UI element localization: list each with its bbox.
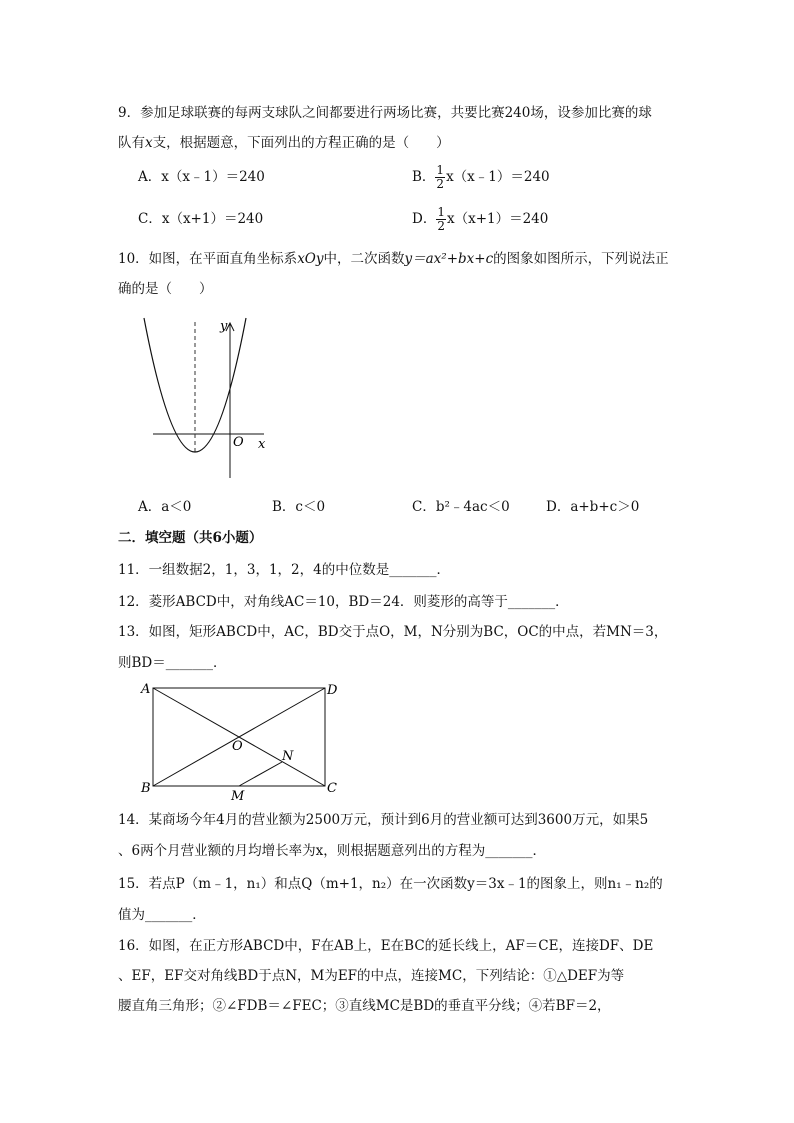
q9-line2 [118, 133, 450, 153]
q9-option-b-fraction [435, 164, 445, 191]
q14-line2: 、6两个月营业额的月均增长率为x，则根据题意列出的方程为_______． [118, 843, 546, 859]
q9-option-d-den: 2 [437, 219, 445, 233]
q16-line2: 、EF，EF交对角线BD于点N，M为EF的中点，连接MC，下列结论：①△DEF为等 [118, 968, 625, 984]
q10-option-a: A．a＜0 [138, 499, 192, 515]
q13-line2: 则BD＝_______． [118, 655, 227, 671]
q13-label-c: C [327, 781, 337, 796]
q12: 12．菱形ABCD中，对角线AC＝10，BD＝24．则菱形的高等于_______． [118, 594, 569, 610]
q9-option-b-num: 1 [436, 163, 445, 177]
q14-line1: 14．某商场今年4月的营业额为2500万元，预计到6月的营业额可达到3600万元，如果5 [118, 812, 649, 828]
q10-line1-a: 10．如图，在平面直角坐标系 [118, 251, 298, 267]
q9-option-c: C．x（x+1）＝240 [138, 211, 264, 227]
q13-label-a: A [141, 682, 151, 697]
q13-label-m: M [231, 789, 245, 804]
q9-line1: 9．参加足球联赛的每两支球队之间都要进行两场比赛，共要比赛240场，设参加比赛的球 [118, 105, 652, 121]
q10-option-c: C．b²﹣4ac＜0 [412, 499, 510, 515]
q10-line1 [118, 249, 669, 269]
q16-line1: 16．如图，在正方形ABCD中，F在AB上，E在BC的延长线上，AF＝CE，连接DF、DE [118, 938, 654, 954]
q16-line3: 腰直角三角形；②∠FDB＝∠FEC；③直线MC是BD的垂直平分线；④若BF＝2， [118, 998, 611, 1014]
q9-option-d-num: 1 [437, 205, 445, 219]
q9-option-d [412, 204, 548, 234]
q9-option-b [412, 162, 550, 192]
q13-label-n: N [282, 749, 294, 764]
q13-label-d: D [327, 683, 338, 698]
q10-label-y: y [220, 319, 228, 334]
q9-option-b-label: B． [412, 169, 436, 185]
q13-segment-mn [239, 762, 282, 786]
q13-label-b: B [141, 781, 151, 796]
q9-line2-a: 队有 [118, 135, 145, 151]
q13-label-o: O [232, 739, 243, 754]
q10-option-b: B．c＜0 [272, 499, 326, 515]
section-fill-in-title: 二．填空题（共6小题） [118, 530, 263, 546]
q10-label-o: O [233, 435, 244, 450]
q10-option-d: D．a+b+c＞0 [546, 499, 640, 515]
q9-option-b-den: 2 [436, 177, 445, 191]
q10-parabola-graph [138, 312, 278, 484]
q9-option-d-fraction [436, 206, 446, 233]
q9-var: x [145, 135, 153, 151]
q9-option-d-rest: x（x+1）＝240 [446, 211, 549, 227]
q13-line1: 13．如图，矩形ABCD中，AC，BD交于点O，M，N分别为BC，OC的中点，若MN＝3， [118, 624, 668, 640]
q13-rectangle-figure [138, 680, 348, 804]
q9-option-b-rest: x（x﹣1）＝240 [446, 169, 550, 185]
q10-func: y＝ax²+bx+c [404, 251, 494, 267]
q10-line1-b: 中，二次函数 [323, 251, 405, 267]
q9-option-a: A．x（x﹣1）＝240 [138, 169, 265, 185]
q10-label-x: x [258, 437, 266, 452]
q10-line1-c: 的图象如图所示，下列说法正 [493, 251, 669, 267]
q10-sys: xOy [297, 251, 324, 267]
q9-line2-b: 支，根据题意，下面列出的方程正确的是（ ） [152, 135, 450, 151]
q11: 11．一组数据2，1，3，1，2，4的中位数是_______． [118, 562, 450, 578]
q15-line2: 值为_______． [118, 907, 206, 923]
q9-option-d-label: D． [412, 211, 437, 227]
q10-line2: 确的是（ ） [118, 281, 213, 297]
q15-line1: 15．若点P（m﹣1，n₁）和点Q（m+1，n₂）在一次函数y＝3x﹣1的图象上，则n₁﹣n₂的 [118, 876, 663, 892]
